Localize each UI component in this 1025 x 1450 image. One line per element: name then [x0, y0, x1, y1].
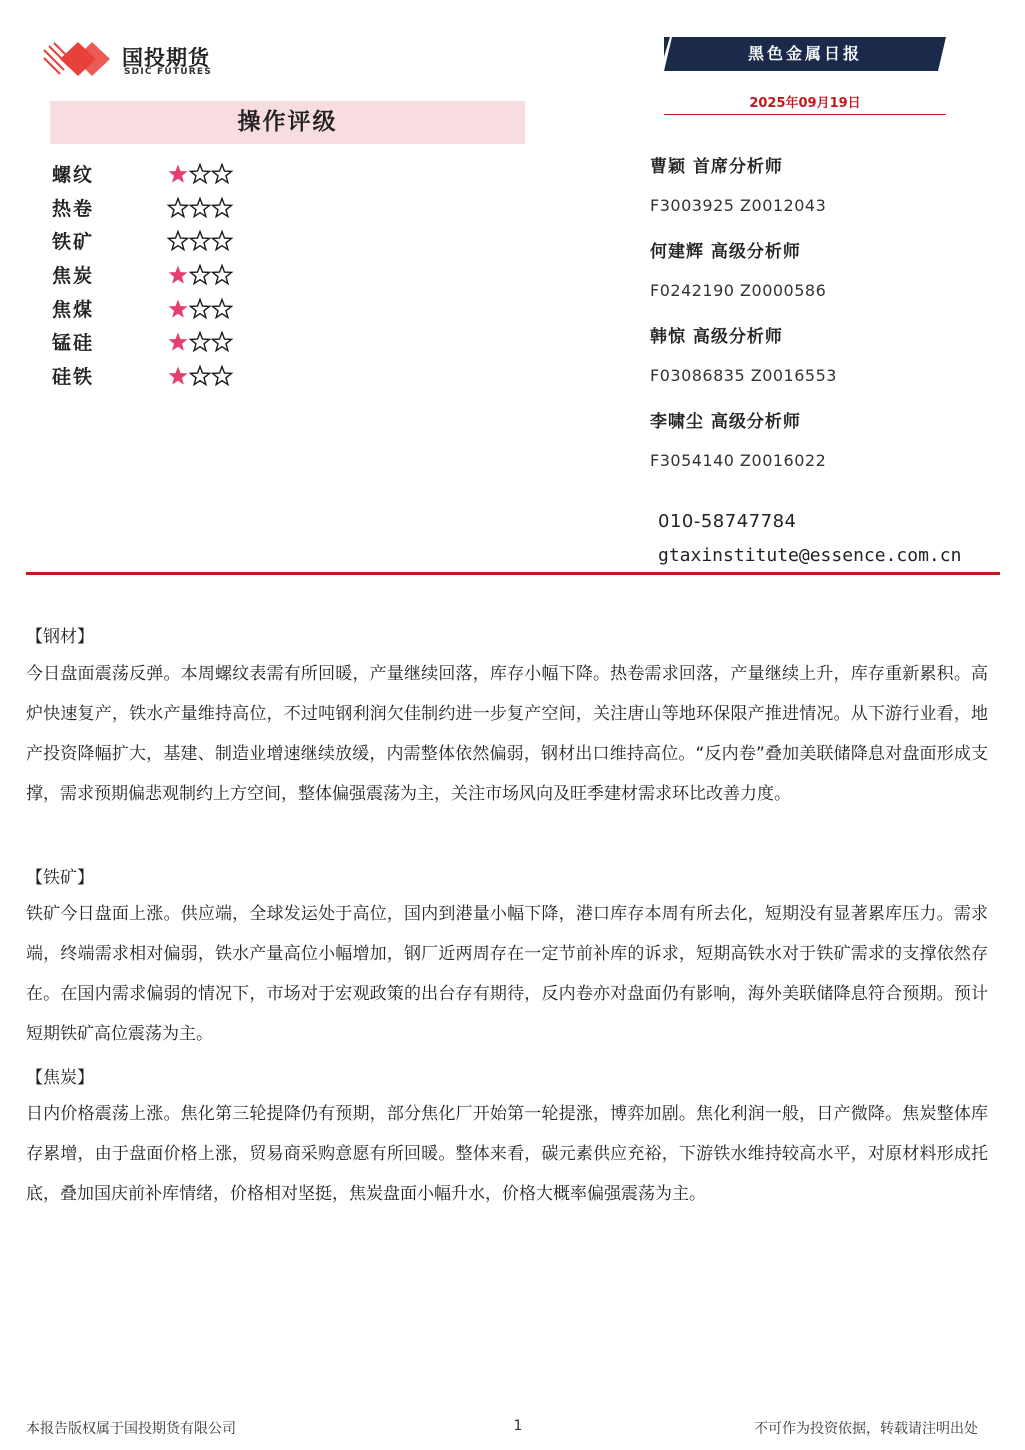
rating-item-name: 焦煤 [52, 299, 95, 321]
star-rating-icon [166, 330, 238, 354]
rating-row [52, 360, 352, 392]
analyst-name: 韩惊 高级分析师 [650, 327, 783, 347]
rating-item-name: 热卷 [52, 198, 95, 220]
section-heading-coke: 【焦炭】 [26, 1068, 94, 1088]
rating-row [52, 293, 352, 325]
section-heading-iron-ore: 【铁矿】 [26, 868, 94, 888]
star-rating-icon [166, 229, 238, 253]
section-body-coke: 日内价格震荡上涨。焦化第三轮提降仍有预期，部分焦化厂开始第一轮提涨，博弈加剧。焦化利润一般，日产微降。焦炭整体库存累增，由于盘面价格上涨，贸易商采购意愿有所回暖。整体来看，碳元素供应充裕，下游铁水维持较高水平，对原材料形成托底，叠加国庆前补库情绪，价格相对坚挺，焦炭盘面小幅升水，价格大概率偏强震荡为主。 [26, 1104, 988, 1204]
header-divider [26, 572, 1000, 575]
rating-item-name: 铁矿 [52, 231, 95, 253]
star-filled-icon [168, 300, 187, 318]
analyst-license: F03086835 Z0016553 [650, 366, 837, 385]
star-empty-icon [190, 232, 209, 250]
analyst-name: 曹颖 首席分析师 [650, 157, 783, 177]
star-empty-icon [190, 266, 209, 284]
contact-email: gtaxinstitute@essence.com.cn [658, 545, 962, 566]
star-rating-icon [166, 196, 238, 220]
logo-mark-icon [42, 40, 114, 78]
star-filled-icon [168, 367, 187, 385]
star-rating-icon [166, 364, 238, 388]
footer-disclaimer: 不可作为投资依据，转载请注明出处 [754, 1421, 978, 1437]
contact-phone: 010-58747784 [658, 511, 797, 532]
report-type-banner [664, 37, 946, 71]
star-empty-icon [212, 300, 231, 318]
rating-row [52, 259, 352, 291]
star-empty-icon [190, 333, 209, 351]
star-filled-icon [168, 165, 187, 183]
star-empty-icon [190, 165, 209, 183]
footer-copyright: 本报告版权属于国投期货有限公司 [26, 1421, 236, 1437]
star-empty-icon [212, 367, 231, 385]
rating-row [52, 158, 352, 190]
star-empty-icon [168, 232, 187, 250]
rating-title: 操作评级 [237, 109, 338, 135]
logo-name-cn: 国投期货 [122, 46, 210, 70]
star-empty-icon [212, 266, 231, 284]
rating-item-name: 硅铁 [52, 366, 95, 388]
section-body-iron-ore: 铁矿今日盘面上涨。供应端，全球发运处于高位，国内到港量小幅下降，港口库存本周有所去化，短期没有显著累库压力。需求端，终端需求相对偏弱，铁水产量高位小幅增加，钢厂近两周存在一定节前补库的诉求，短期高铁水对于铁矿需求的支撑依然存在。在国内需求偏弱的情况下，市场对于宏观政策的出台存有期待，反内卷亦对盘面仍有影响，海外美联储降息符合预期。预计短期铁矿高位震荡为主。 [26, 904, 988, 1044]
rating-header [50, 101, 525, 144]
star-rating-icon [166, 297, 238, 321]
star-empty-icon [212, 333, 231, 351]
star-empty-icon [190, 367, 209, 385]
analyst-license: F0242190 Z0000586 [650, 281, 827, 300]
rating-row [52, 192, 352, 224]
date-divider [664, 114, 946, 115]
logo-name-en: SDIC FUTURES [124, 67, 212, 77]
star-filled-icon [168, 266, 187, 284]
star-rating-icon [166, 162, 238, 186]
analyst-name: 何建辉 高级分析师 [650, 242, 801, 262]
analyst-name: 李啸尘 高级分析师 [650, 412, 801, 432]
analyst-license: F3003925 Z0012043 [650, 196, 827, 215]
star-empty-icon [168, 199, 187, 217]
rating-row [52, 225, 352, 257]
star-empty-icon [212, 232, 231, 250]
report-date: 2025年09月19日 [749, 96, 861, 111]
section-body-steel: 今日盘面震荡反弹。本周螺纹表需有所回暖，产量继续回落，库存小幅下降。热卷需求回落，产量继续上升，库存重新累积。高炉快速复产，铁水产量维持高位，不过吨钢利润欠佳制约进一步复产空间，关注唐山等地环保限产推进情况。从下游行业看，地产投资降幅扩大，基建、制造业增速继续放缓，内需整体依然偏弱，钢材出口维持高位。“反内卷”叠加美联储降息对盘面形成支撑，需求预期偏悲观制约上方空间，整体偏强震荡为主，关注市场风向及旺季建材需求环比改善力度。 [26, 664, 988, 804]
analyst-license: F3054140 Z0016022 [650, 451, 827, 470]
star-filled-icon [168, 333, 187, 351]
star-empty-icon [190, 300, 209, 318]
star-empty-icon [212, 199, 231, 217]
company-logo [42, 40, 242, 80]
star-rating-icon [166, 263, 238, 287]
rating-item-name: 螺纹 [52, 164, 95, 186]
star-empty-icon [190, 199, 209, 217]
star-empty-icon [212, 165, 231, 183]
rating-item-name: 锰硅 [52, 332, 95, 354]
section-heading-steel: 【钢材】 [26, 627, 94, 647]
report-type: 黑色金属日报 [747, 44, 862, 63]
page-number: 1 [513, 1418, 523, 1434]
rating-item-name: 焦炭 [52, 265, 95, 287]
rating-row [52, 326, 352, 358]
